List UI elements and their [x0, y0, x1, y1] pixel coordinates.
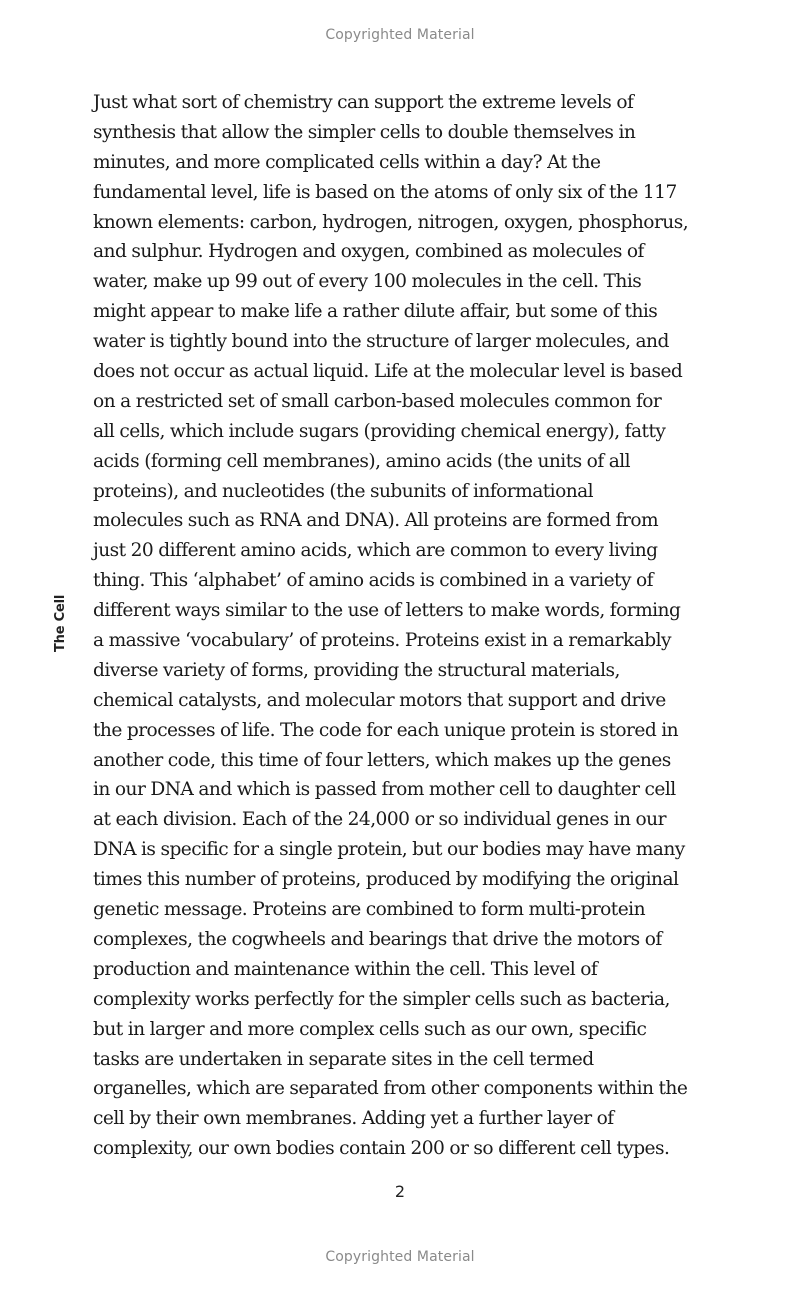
text-line: in our DNA and which is passed from mother cell to daughter cell	[93, 779, 676, 801]
text-line: water, make up 99 out of every 100 molecules in the cell. This	[93, 271, 642, 293]
text-line: diverse variety of forms, providing the structural materials,	[93, 659, 620, 681]
text-line: production and maintenance within the cell. This level of	[93, 958, 598, 980]
text-line: might appear to make life a rather dilute affair, but some of this	[93, 301, 658, 323]
text-line: times this number of proteins, produced by modifying the original	[93, 869, 679, 891]
text-line: genetic message. Proteins are combined to form multi-protein	[93, 899, 645, 921]
copyright-watermark-bottom: Copyrighted Material	[325, 1249, 475, 1265]
text-line: another code, this time of four letters, which makes up the genes	[93, 749, 671, 771]
text-line: tasks are undertaken in separate sites in the cell termed	[93, 1048, 594, 1070]
text-line: but in larger and more complex cells such as our own, specific	[93, 1018, 647, 1040]
text-line: on a restricted set of small carbon-based molecules common for	[93, 390, 662, 412]
text-line: known elements: carbon, hydrogen, nitrogen, oxygen, phosphorus,	[93, 211, 689, 233]
text-line: complexity works perfectly for the simpler cells such as bacteria,	[93, 988, 670, 1010]
text-line: acids (forming cell membranes), amino acids (the units of all	[93, 450, 631, 472]
text-line: complexity, our own bodies contain 200 or so different cell types.	[93, 1138, 670, 1160]
page-number: 2	[394, 1182, 406, 1201]
text-line: cell by their own membranes. Adding yet a further layer of	[93, 1108, 614, 1130]
text-line: proteins), and nucleotides (the subunits of informational	[93, 480, 594, 502]
text-line: a massive ‘vocabulary’ of proteins. Proteins exist in a remarkably	[93, 630, 671, 652]
text-line: and sulphur. Hydrogen and oxygen, combined as molecules of	[93, 241, 644, 263]
text-line: minutes, and more complicated cells within a day? At the	[93, 151, 601, 173]
text-line: the processes of life. The code for each unique protein is stored in	[93, 719, 679, 741]
text-line: molecules such as RNA and DNA). All proteins are formed from	[93, 510, 659, 532]
text-line: all cells, which include sugars (providing chemical energy), fatty	[93, 420, 666, 442]
text-line: DNA is specific for a single protein, but our bodies may have many	[93, 839, 685, 861]
text-line: fundamental level, life is based on the atoms of only six of the 117	[93, 181, 677, 203]
copyright-watermark-top: Copyrighted Material	[325, 27, 475, 43]
running-head-chapter-title: The Cell	[53, 594, 68, 652]
text-line: different ways similar to the use of letters to make words, forming	[93, 600, 681, 622]
text-line: synthesis that allow the simpler cells to double themselves in	[93, 121, 636, 143]
text-line: just 20 different amino acids, which are common to every living	[93, 540, 658, 562]
text-line: water is tightly bound into the structure of larger molecules, and	[93, 331, 669, 353]
body-paragraph	[93, 88, 713, 1164]
text-line: chemical catalysts, and molecular motors that support and drive	[93, 689, 666, 711]
text-line: organelles, which are separated from other components within the	[93, 1078, 688, 1100]
text-line: at each division. Each of the 24,000 or so individual genes in our	[93, 809, 666, 831]
text-line: does not occur as actual liquid. Life at the molecular level is based	[93, 361, 683, 383]
text-line: complexes, the cogwheels and bearings that drive the motors of	[93, 928, 662, 950]
text-line: Just what sort of chemistry can support the extreme levels of	[93, 92, 634, 113]
text-line: thing. This ‘alphabet’ of amino acids is combined in a variety of	[93, 570, 653, 592]
